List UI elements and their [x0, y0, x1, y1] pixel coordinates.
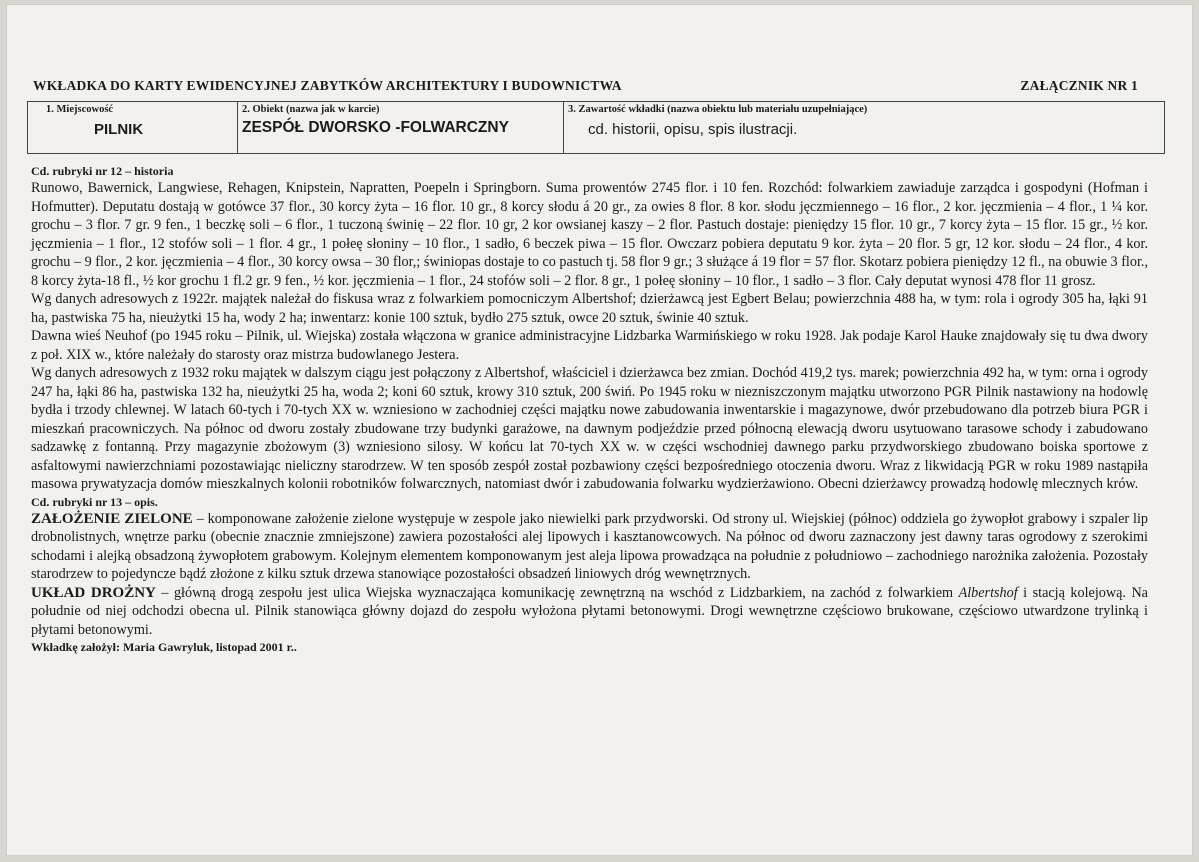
road-layout-lead: UKŁAD DROŻNY — [31, 584, 156, 601]
history-paragraph-4: Wg danych adresowych z 1932 roku majątek w dalszym ciągu jest połączony z Albertshof, właściciel i dzierżawca bez zmian. Dochód 419,2 tys. marek; powierzchnia 492 ha, w tym: orna i ogrody 247 ha, łąki 86 ha, pastwiska 132 ha, nieużytki 25 ha, woda 2; koni 60 sztuk, krowy 310 sztuk, 200 świń. Po 1945 roku w niezniszczonym majątku utworzono PGR Pilnik nastawiony na hodowlę bydła i trzody chlewnej. W latach 60-tych i 70-tych XX w. wzniesiono w zachodniej części majątku nowe zabudowania inwentarskie i magazynowe, dwór przebudowano dla potrzeb biura PGR i mieszkań pracowniczych. Na północ od dworu zostały zbudowane trzy budynki garażowe, na dawnym podjeździe przed północną elewacją dworu usytuowano tarasowe schody i zabudowano sadzawkę z fontanną. Przy magazynie zbożowym (3) wzniesiono silosy. W końcu lat 70-tych XX w. w części wschodniej dawnego parku przydworskiego zbudowano boiska sportowe z asfaltowymi nawierzchniami pozostawiając nieliczny starodrzew. W ten sposób zespół został pozbawiony części bezpośredniego otoczenia dworu. Wraz z likwidacją PGR w roku 1989 nastąpiła masowa prywatyzacja domów mieszkalnych kolonii robotników folwarcznych, natomiast dwór i zabudowania folwarku wydzierżawiono. Obecni dzierżawcy prowadzą hodowlę mlecznych krów. — [31, 365, 1148, 492]
field-object-value: ZESPÓŁ DWORSKO -FOLWARCZNY — [242, 119, 509, 136]
history-paragraph-3: Dawna wieś Neuhof (po 1945 roku – Pilnik, ul. Wiejska) została włączona w granice administracyjne Lidzbarka Warmińskiego w roku 1928. Jak podaje Karol Hauke znajdowały się tu dwa dwory z poł. XIX w., które należały do starosty oraz mistrza budowlanego Jestera. — [31, 328, 1148, 363]
road-layout-text-2: i stacją kolejową. Na południe od niej odchodzi obecna ul. Pilnik stanowiąca główny dojazd do zespołu wyłożona płytami betonowymi. Drogi wewnętrzne częściowo brukowane, częściowo utwardzone trylinką i płytami betonowymi. — [31, 584, 1148, 638]
field-contents-value: cd. historii, opisu, spis ilustracji. — [588, 121, 798, 138]
green-layout-paragraph — [31, 510, 1148, 584]
field-locality-value: PILNIK — [94, 121, 144, 138]
road-layout-text-1: – główną drogą zespołu jest ulica Wiejska wyznaczająca komunikację zewnętrzną na wschód z Lidzbarkiem, na zachód z folwarkiem — [155, 584, 959, 601]
document-title: WKŁADKA DO KARTY EWIDENCYJNEJ ZABYTKÓW ARCHITEKTURY I BUDOWNICTWA — [33, 78, 622, 93]
green-layout-text: – komponowane założenie zielone występuje w zespole jako niewielki park przydworski. Od strony ul. Wiejskiej (północ) oddziela go żywopłot grabowy i szpaler lip drobnolistnych, wnętrze parku (obecnie znacznie zmniejszone) zawiera pozostałości alej lipowych i kasztanowcowych. Na północ od dworu zaznaczony jest dawny taras ogrodowy z szerokimi schodami i alejką obsadzoną żywopłotem grabowym. Kolejnym elementem komponowanym jest aleja lipowa prowadząca na południe z południowo – zachodniego narożnika założenia. Pozostały starodrzew to pojedyncze bądź złożone z kilku sztuk drzewa stanowiące pozostałości obsadzeń liniowych dróg wewnętrznych. — [31, 510, 1148, 582]
road-layout-paragraph — [31, 584, 1148, 640]
document-header — [33, 78, 1138, 98]
section-13-heading: Cd. rubryki nr 13 – opis. — [31, 494, 158, 509]
annex-label: ZAŁĄCZNIK NR 1 — [1020, 78, 1138, 93]
history-paragraph-1: Runowo, Bawernick, Langwiese, Rehagen, Knipstein, Napratten, Poepeln i Springborn. Suma prowentów 2745 flor. i 10 fen. Rozchód: folwarkiem zawiaduje zarządca i gospodyni (Hofman i Hofmutter). Deputatu dostają w gotówce 37 flor., 30 korcy żyta – 16 flor. 10 gr., 8 korcy słodu á 20 gr., za owies 8 flor. 8 kor. słodu jęczmiennego – 16 flor., 2 kor. jęczmienia – 4 flor., 1 ¼ kor. grochu – 3 flor. 7 gr. 9 fen., 1 beczkę soli – 6 flor., 1 tuczoną świnię – 22 flor. 10 gr, 2 kor owsianej kaszy – 2 flor. Pastuch dostaje: pieniędzy 15 flor. 10 gr., 7 korcy żyta – 15 flor. 15 gr., ½ kor. jęczmienia – 1 flor., 12 stofów soli – 1 flor. 4 gr., 1 połeę słoniny – 10 flor., 1 sadło, 6 beczek piwa – 15 flor. Owczarz pobiera deputatu 9 kor. żyta – 20 flor. 5 gr, 12 kor. słodu – 24 flor., 4 kor. grochu – 9 flor., 2 kor. jęczmienia – 4 flor., 30 korcy owsa – 30 flor,; świniopas dostaje to co pastuch tj. 58 flor 9 gr.; 3 służące á 19 flor = 57 flor. Skotarz pobiera pieniędzy 12 fl., na obuwie 3 flor., 8 korcy żyta-18 fl., ½ kor grochu 1 fl.2 gr. 9 fen., ½ kor. jęczmienia – 1 flor., 24 stofów soli – 2 flor. 8 gr., 1 połeę słoniny – 10 flor., 1 sadło – 3 flor. Cały deputat wynosi 478 flor 11 grosz. — [31, 180, 1148, 289]
field-contents-label: 3. Zawartość wkładki (nazwa obiektu lub materiału uzupełniające) — [568, 104, 868, 115]
field-object-label: 2. Obiekt (nazwa jak w karcie) — [242, 104, 380, 115]
fields-table — [27, 101, 1165, 154]
field-contents — [564, 102, 1165, 154]
history-paragraph-2: Wg danych adresowych z 1922r. majątek należał do fiskusa wraz z folwarkiem pomocniczym Albertshof; dzierżawcą jest Egbert Belau; powierzchnia 488 ha, w tym: rola i ogrody 305 ha, łąki 91 ha, pastwiska 75 ha, nieużytki 15 ha, wody 2 ha; inwentarz: konie 100 sztuk, bydło 275 sztuk, owce 20 sztuk, świnie 40 sztuk. — [31, 291, 1148, 326]
author-footer: Wkładkę założył: Maria Gawryluk, listopad 2001 r.. — [31, 640, 297, 654]
field-locality-label: 1. Miejscowość — [46, 104, 114, 115]
section-12-heading: Cd. rubryki nr 12 – historia — [31, 164, 174, 178]
document-body — [31, 163, 1148, 655]
field-object — [238, 102, 564, 154]
green-layout-lead: ZAŁOŻENIE ZIELONE — [31, 510, 193, 527]
road-layout-italic: Albertshof — [958, 584, 1018, 601]
field-locality — [28, 102, 238, 154]
